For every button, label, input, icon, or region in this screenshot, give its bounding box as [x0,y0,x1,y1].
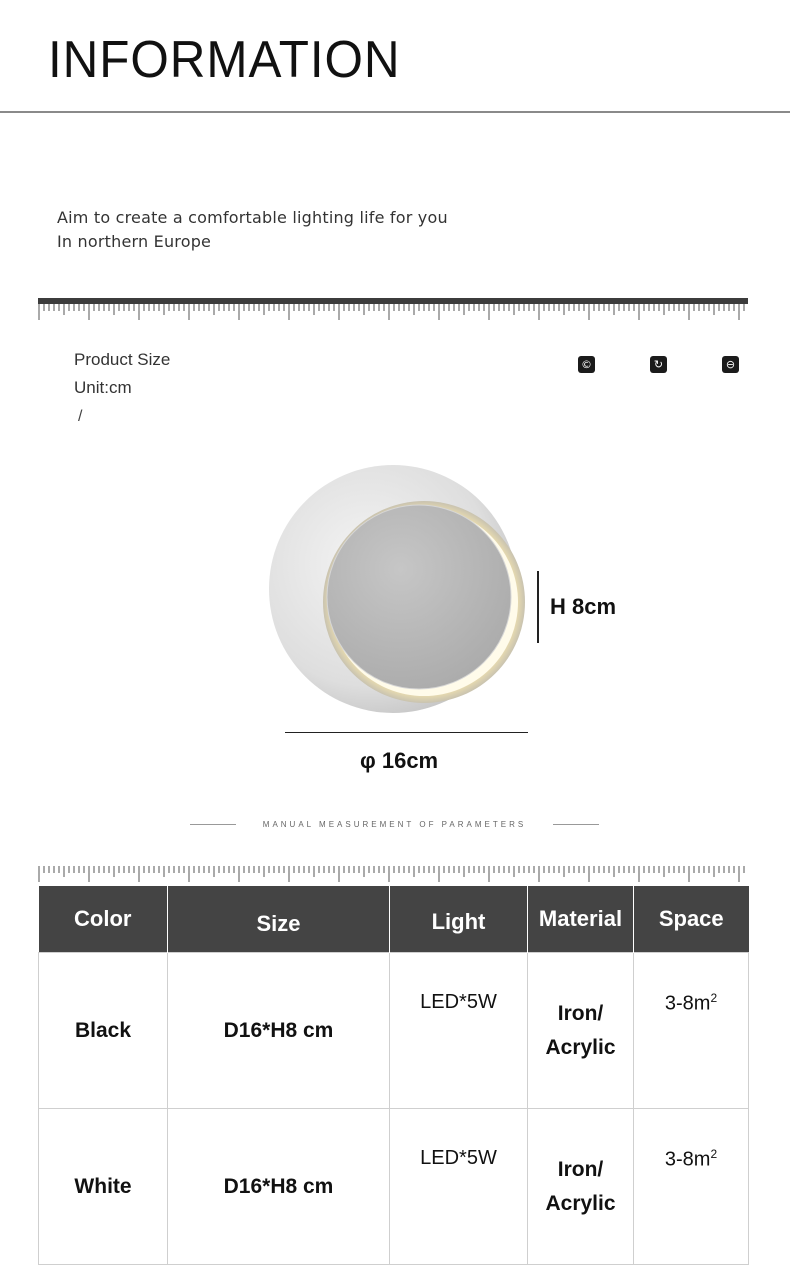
rotate-badge-icon: ↻ [650,356,667,373]
manual-note-line-right [553,824,599,825]
diameter-dimension-line [285,732,528,733]
cell-space [634,953,749,1109]
header-material: Material [528,886,634,953]
table-header-row [39,886,749,953]
header-size: Size [168,886,390,953]
space-value: 3-8m [664,1148,711,1171]
minus-badge-icon: ⊖ [722,356,739,373]
cell-light: LED*5W [390,1109,528,1265]
product-size-unit: Unit:cm [74,378,132,397]
intro-line-1: Aim to create a comfortable lighting life for you [57,208,448,227]
title-divider [0,111,790,113]
ruler-divider-top [38,298,748,324]
height-dimension-line [537,571,539,643]
page-title: INFORMATION [48,31,401,89]
lamp-disc [327,505,511,689]
manual-measurement-note: MANUAL MEASUREMENT OF PARAMETERS [262,820,527,829]
header-space: Space [634,886,749,953]
product-size-label [74,346,170,402]
cell-color: Black [39,953,168,1109]
lamp-illustration [262,462,532,722]
header-color: Color [39,886,168,953]
header-light: Light [390,886,528,953]
space-superscript: 2 [710,1147,718,1161]
slash-mark: / [78,408,83,425]
intro-text [57,206,448,254]
manual-note-line-left [190,824,236,825]
material-line-2: Acrylic [545,1035,616,1059]
cell-material [528,953,634,1109]
copyright-badge-icon: © [578,356,595,373]
cell-color: White [39,1109,168,1265]
spec-table [38,886,749,1265]
space-superscript: 2 [710,991,718,1005]
material-line-1: Iron/ [557,1001,604,1025]
product-size-title: Product Size [74,350,171,369]
height-dimension-label: H 8cm [550,594,617,619]
cell-light: LED*5W [390,953,528,1109]
table-row [39,953,749,1109]
material-line-2: Acrylic [545,1191,616,1215]
diameter-dimension-label: φ 16cm [360,748,439,773]
cell-space [634,1109,749,1265]
table-row [39,1109,749,1265]
material-line-1: Iron/ [557,1157,604,1181]
cell-size: D16*H8 cm [168,1109,390,1265]
space-value: 3-8m [664,992,711,1015]
cell-size: D16*H8 cm [168,953,390,1109]
intro-line-2: In northern Europe [57,232,212,251]
cell-material [528,1109,634,1265]
